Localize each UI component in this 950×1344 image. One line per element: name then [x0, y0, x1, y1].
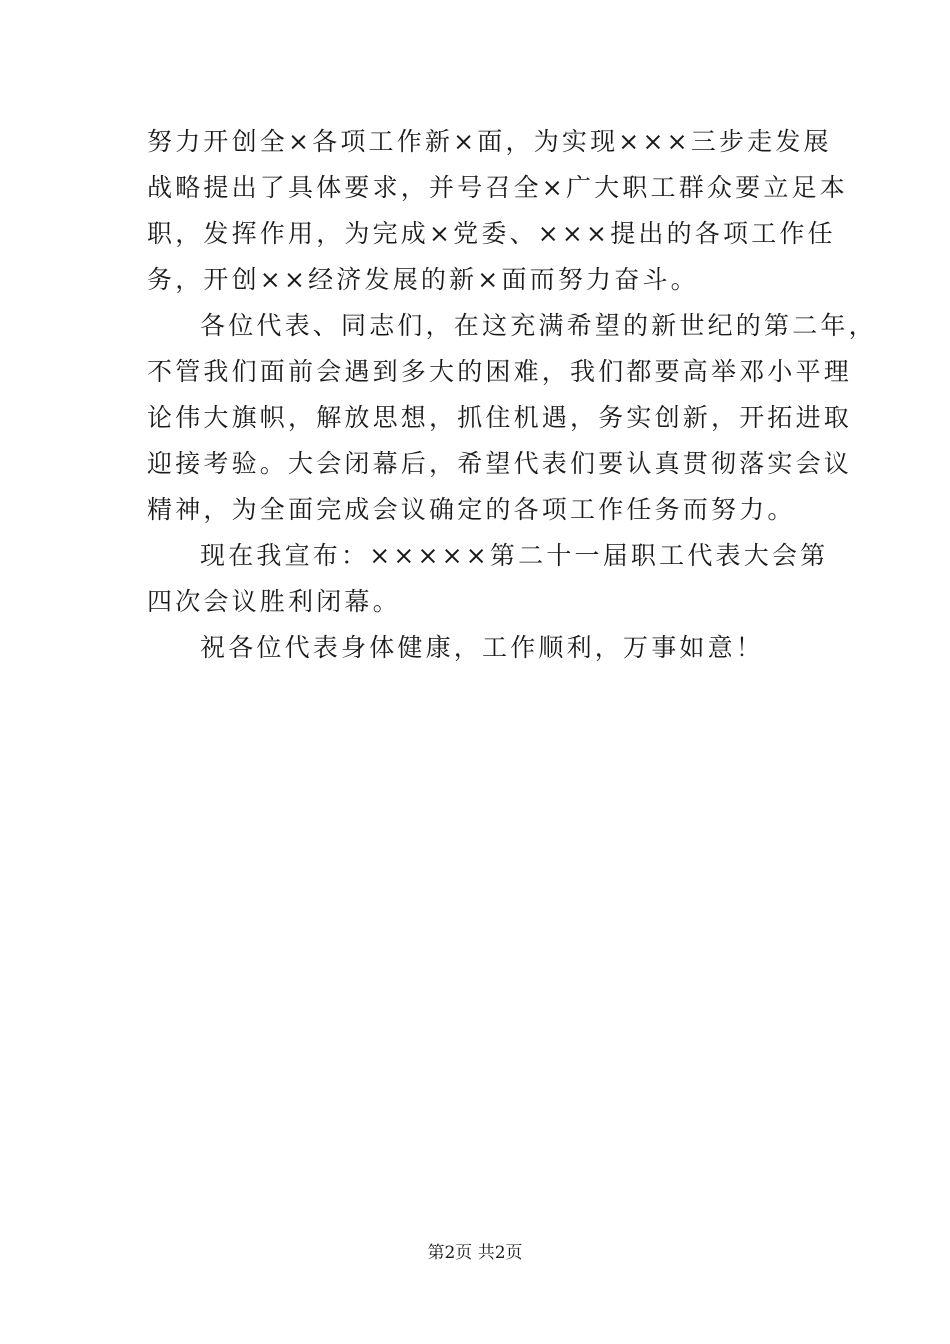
- text-line: 祝各位代表身体健康，工作顺利，万事如意！: [200, 633, 765, 662]
- text-line: 现在我宣布：×××××第二十一届职工代表大会第: [200, 541, 829, 570]
- text-line: 职，发挥作用，为完成×党委、×××提出的各项工作任: [147, 219, 836, 248]
- text-line: 论伟大旗帜，解放思想，抓住机遇，务实创新，开拓进取: [147, 403, 853, 432]
- page-number-footer: 第2页 共2页: [427, 1243, 523, 1263]
- text-line: 不管我们面前会遇到多大的困难，我们都要高举邓小平理: [147, 357, 853, 386]
- document-body: [147, 119, 877, 671]
- text-line: 务，开创××经济发展的新×面而努力奋斗。: [147, 265, 699, 294]
- text-line: 四次会议胜利闭幕。: [147, 587, 401, 616]
- text-line: 战略提出了具体要求，并号召全×广大职工群众要立足本: [147, 173, 848, 202]
- text-line: 精神，为全面完成会议确定的各项工作任务而努力。: [147, 495, 796, 524]
- text-line: 努力开创全×各项工作新×面，为实现×××三步走发展: [147, 127, 832, 156]
- text-line: 各位代表、同志们，在这充满希望的新世纪的第二年，: [200, 311, 877, 340]
- text-line: 迎接考验。大会闭幕后，希望代表们要认真贯彻落实会议: [147, 449, 853, 478]
